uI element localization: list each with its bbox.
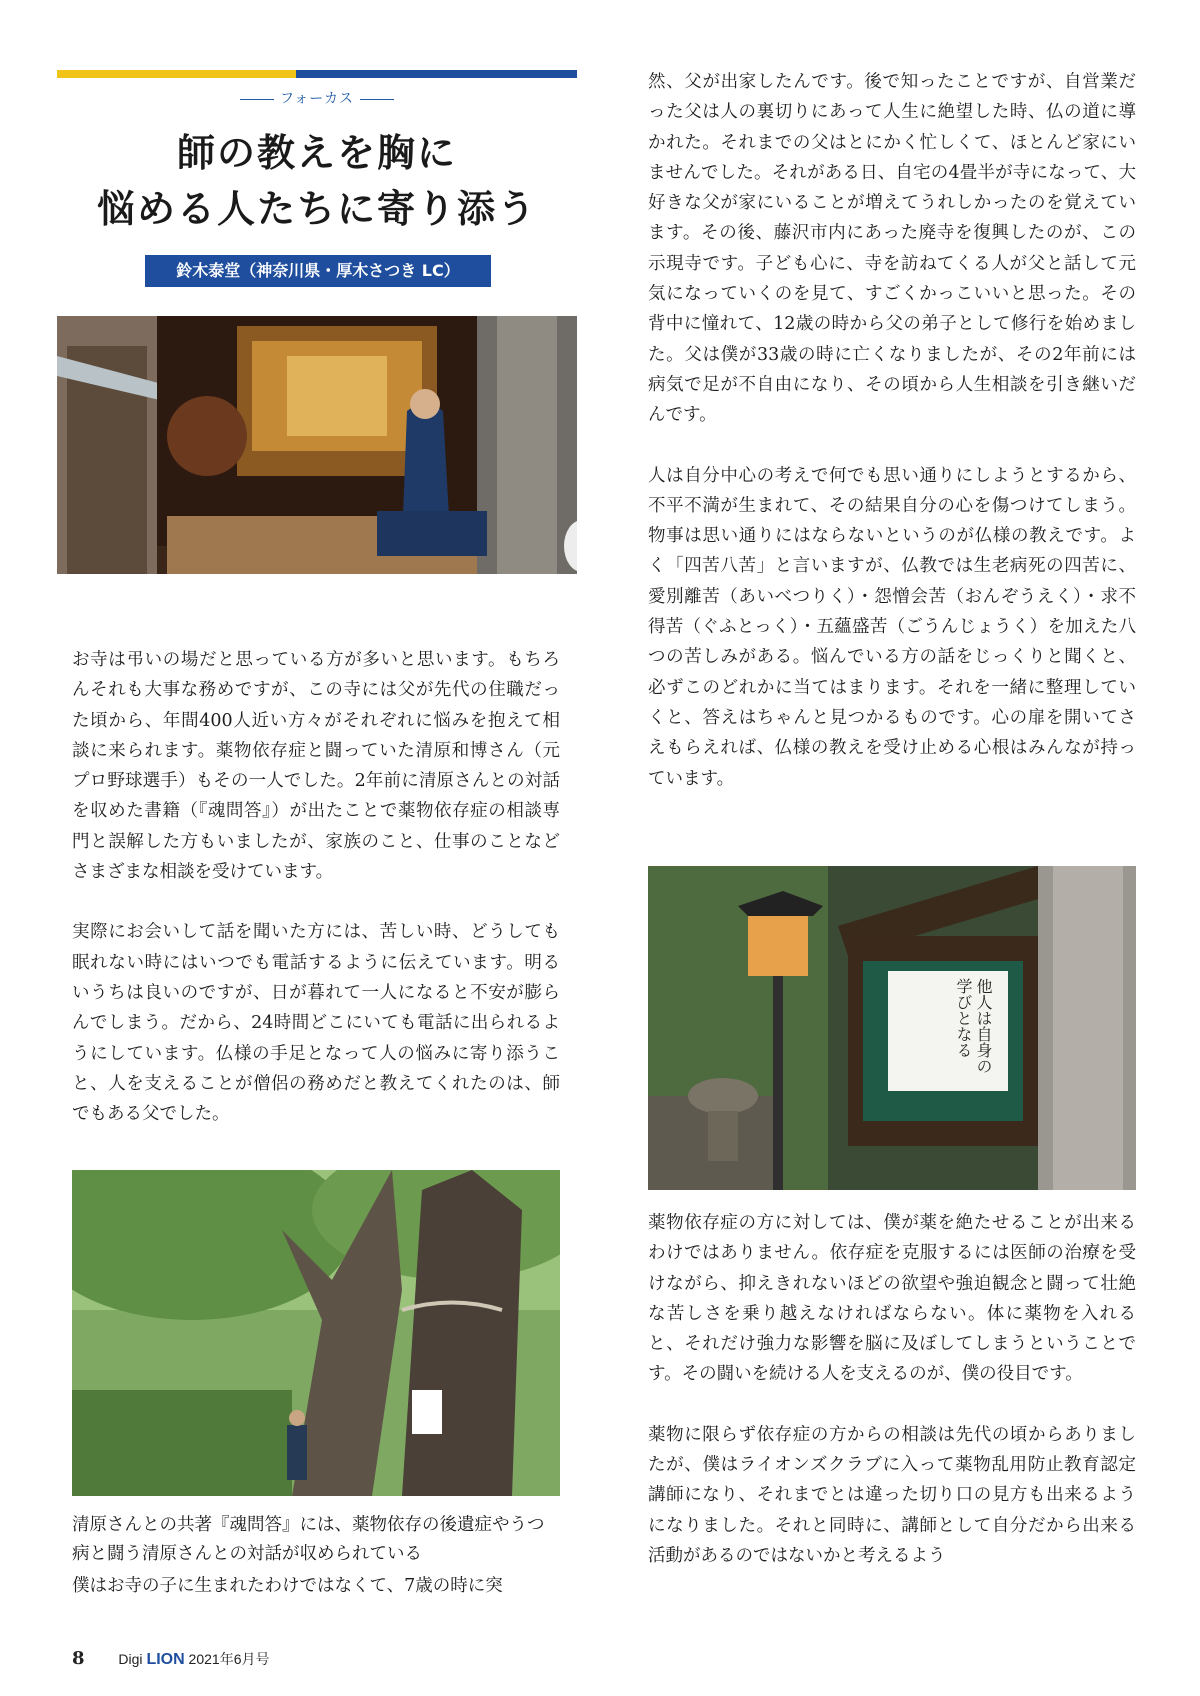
section-kicker: フォーカス bbox=[57, 88, 577, 108]
right-paragraph-2: 人は自分中心の考えで何でも思い通りにしようとするから、不平不満が生まれて、その結果自分の心を傷つけてしまう。物事は思い通りにはならないというのが仏様の教えです。よく「四苦八苦」と言いますが、仏教では生老病死の四苦に、愛別離苦（あいべつりく）・怨憎会苦（おんぞうえく）・求不得苦（ぐふとっく）・五蘊盛苦（ごうんじょうく）を加えた八つの苦しみがある。悩んでいる方の話をじっくりと聞くと、必ずこのどれかに当てはまります。それを一緒に整理していくと、答えはちゃんと見つかるものです。心の扉を開いてさえもらえれば、仏様の教えを受け止める心根はみんなが持っています。 bbox=[648, 465, 1136, 789]
brand-logo: LION bbox=[146, 1651, 185, 1668]
issue-date: 2021年6月号 bbox=[188, 1651, 270, 1667]
temple-monk-photo bbox=[57, 316, 577, 574]
page-footer bbox=[72, 1648, 269, 1669]
calligraphy-sign: 他人は自身の学びとなる bbox=[954, 978, 993, 1074]
left-paragraph-2: 実際にお会いして話を聞いた方には、苦しい時、どうしても眠れない時にはいつでも電話するように伝えています。明るいうちは良いのですが、日が暮れて一人になると不安が膨らんでしまう。だから、24時間どこにいても電話に出られるようにしています。仏様の手足となって人の悩みに寄り添うこと、人を支えることが僧侶の務めだと教えてくれたのは、師でもある父でした。 bbox=[72, 922, 560, 1125]
right-paragraph-1: 然、父が出家したんです。後で知ったことですが、自営業だった父は人の裏切りにあって人生に絶望した時、仏の道に導かれた。それまでの父はとにかく忙しくて、ほとんど家にいませんでした。それがある日、自宅の4畳半が寺になって、大好きな父が家にいることが増えてうれしかったのを覚えています。その後、藤沢市内にあった廃寺を復興したのが、この示現寺です。子ども心に、寺を訪ねてくる人が父と話して元気になっていくのを見て、すごくかっこいいと思った。その背中に憧れて、12歳の時から父の弟子として修行を始めました。父は僕が33歳の時に亡くなりましたが、その2年前には病気で足が不自由になり、その頃から人生相談を引き継いだんです。 bbox=[648, 72, 1136, 426]
right-paragraph-3: 薬物依存症の方に対しては、僕が薬を絶たせることが出来るわけではありません。依存症を克服するには医師の治療を受けながら、抑えきれないほどの欲望や強迫観念と闘って壮絶な苦しさを乗り越えなければならない。体に薬物を入れると、それだけ強力な影響を脳に及ぼしてしまうということです。その闘いを続ける人を支えるのが、僕の役目です。 bbox=[648, 1213, 1136, 1385]
right-paragraph-4: 薬物に限らず依存症の方からの相談は先代の頃からありましたが、僕はライオンズクラブに入って薬物乱用防止教育認定講師になり、それまでとは違った切り口の見方も出来るようになりました。それと同時に、講師として自分だから出来る活動があるのではないかと考えるよう bbox=[648, 1424, 1136, 1566]
left-paragraph-3: 僕はお寺の子に生まれたわけではなくて、7歳の時に突 bbox=[72, 1576, 503, 1596]
photo-caption: 清原さんとの共著『魂問答』には、薬物依存の後遺症やうつ病と闘う清原さんとの対話が収められている bbox=[72, 1515, 545, 1564]
brand-prefix: Digi bbox=[118, 1651, 143, 1667]
left-paragraph-1: お寺は弔いの場だと思っている方が多いと思います。もちろんそれも大事な務めですが、この寺には父が先代の住職だった頃から、年間400人近い方々がそれぞれに悩みを抱えて相談に来られます。薬物依存症と闘っていた清原和博さん（元プロ野球選手）もその一人でした。2年前に清原さんとの対話を収めた書籍（『魂問答』）が出たことで薬物依存症の相談専門と誤解した方もいましたが、家族のこと、仕事のことなどさまざまな相談を受けています。 bbox=[72, 650, 560, 883]
left-column-body bbox=[72, 645, 560, 1129]
right-column-body bbox=[648, 67, 1136, 794]
header-color-bar bbox=[57, 70, 577, 78]
page-number: 8 bbox=[72, 1648, 85, 1669]
notice-board-photo bbox=[648, 866, 1136, 1190]
sacred-tree-photo bbox=[72, 1170, 560, 1496]
right-column-body-2 bbox=[648, 1208, 1136, 1571]
author-byline: 鈴木泰堂（神奈川県・厚木さつき LC） bbox=[145, 255, 491, 287]
article-title: 師の教えを胸に 悩める人たちに寄り添う bbox=[96, 130, 537, 231]
